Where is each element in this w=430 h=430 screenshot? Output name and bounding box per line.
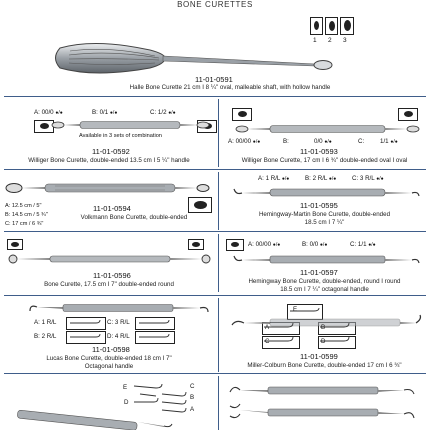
combination-note: Available in 3 sets of combination (79, 133, 162, 139)
option-a: A: 00/0 ●/● (34, 109, 63, 116)
section-divider (4, 169, 426, 170)
tip-letter-d: D (124, 399, 129, 406)
tip-letter-c: C (190, 383, 195, 390)
tip-letter-a: A (190, 406, 195, 413)
size-c: C: 17 cm / 6 ¾" (5, 221, 44, 227)
tip-detail-box (7, 239, 23, 250)
product-code: 11-01-0591 (195, 75, 233, 84)
product-caption: Williger Bone Curette, 17 cm I 6 ¾" double-ended oval I oval (241, 157, 408, 164)
column-divider (218, 99, 219, 167)
product-caption: Halle Bone Curette 21 cm I 8 ¼" oval, malleable shaft, with hollow handle (129, 84, 331, 91)
tip-letter-e: E (293, 306, 298, 313)
bone-curette-set-illustration (14, 380, 214, 430)
miller-colburn-curette-illustration (230, 305, 425, 355)
double-ended-curette-set-illustration (228, 380, 423, 430)
product-caption: Bone Curette, 17.5 cm I 7" double-ended round (44, 281, 174, 288)
hemingway-martin-curette-illustration (232, 185, 422, 199)
product-code: 11-01-0597 (300, 268, 338, 277)
option-b: B: 0/0 ●/● (302, 241, 328, 248)
product-caption-handle: Octagonal handle (84, 363, 134, 370)
product-caption-size: 18.5 cm I 7 ¼" (304, 219, 345, 226)
tip-size-1-box (310, 17, 323, 35)
column-divider (218, 234, 219, 292)
size-label-3: 3 (343, 37, 347, 44)
product-code: 11-01-0599 (300, 352, 338, 361)
product-code: 11-01-0593 (300, 147, 338, 156)
option-c: C: 1/1 ●/● (350, 241, 376, 248)
product-code: 11-01-0592 (92, 147, 130, 156)
product-caption-size: 18.5 cm I 7 ¼" octagonal handle (280, 286, 369, 293)
page-title: BONE CURETTES (177, 0, 253, 9)
bone-curette-round-illustration (8, 253, 213, 265)
size-label-1: 1 (313, 37, 317, 44)
option-a: A: 00/00 ●/● (228, 138, 261, 145)
option-a: A: 1 R/L (34, 319, 57, 326)
tip-letter-e: E (123, 384, 128, 391)
option-b: B: 2 R/L (34, 333, 57, 340)
option-b-label: B: (283, 138, 289, 145)
tip-size-2-box (325, 17, 338, 35)
tip-letter-a: A (265, 324, 270, 331)
product-caption: Hemingway Bone Curette, double-ended, round I round (248, 278, 401, 285)
size-label-2: 2 (328, 37, 332, 44)
tip-letter-d: D (321, 338, 326, 345)
product-caption: Volkmann Bone Curette, double-ended (80, 214, 188, 221)
tip-letter-b: B (321, 324, 326, 331)
hemingway-round-curette-illustration (232, 252, 422, 266)
option-c: C: 3 R/L (107, 319, 130, 326)
column-divider (218, 298, 219, 372)
product-code: 11-01-0598 (92, 345, 130, 354)
option-c-value: 1/1 ●/● (380, 138, 398, 145)
tip-detail-box (226, 239, 244, 251)
product-caption: Lucas Bone Curette, double-ended 18 cm I 7" (46, 355, 172, 362)
option-c-label: C: (358, 138, 365, 145)
tip-letter-b: B (190, 394, 195, 401)
option-b: B: 2 R/L ●/● (305, 175, 337, 182)
volkmann-curette-illustration (5, 181, 210, 195)
product-caption: Miller-Colburn Bone Curette, double-ended 17 cm I 6 ¾" (247, 362, 402, 369)
column-divider (218, 376, 219, 430)
product-caption: Williger Bone Curette, double-ended 13.5 cm I 5 ¼" handle (28, 157, 190, 164)
tip-detail-box (398, 108, 418, 121)
section-divider (4, 373, 426, 374)
product-code: 11-01-0596 (93, 271, 131, 280)
option-d: D: 4 R/L (107, 333, 130, 340)
tip-detail-box (188, 239, 204, 250)
section-divider (4, 295, 426, 296)
option-b: B: 0/1 ●/● (92, 109, 118, 116)
williger-17-curette-illustration (235, 122, 420, 136)
tip-detail-box (188, 197, 212, 213)
tip-size-3-box (340, 17, 354, 35)
product-code: 11-01-0595 (300, 201, 338, 210)
size-a: A: 12.5 cm / 5" (5, 203, 42, 209)
option-b-value: 0/0 ●/● (314, 138, 332, 145)
section-divider (4, 96, 426, 97)
product-code: 11-01-0594 (93, 204, 131, 213)
option-a: A: 00/00 ●/● (248, 241, 281, 248)
williger-curette-illustration (50, 118, 210, 132)
tip-detail-box (232, 108, 252, 121)
option-c: C: 3 R/L ●/● (352, 175, 384, 182)
option-c: C: 1/2 ●/● (150, 109, 176, 116)
tip-letter-c: C (265, 338, 270, 345)
lucas-curette-illustration (28, 301, 213, 315)
size-b: B: 14.5 cm / 5 ¾" (5, 212, 48, 218)
section-divider (4, 231, 426, 232)
option-a: A: 1 R/L ●/● (258, 175, 290, 182)
product-caption: Hemingway-Martin Bone Curette, double-ended (258, 211, 391, 218)
column-divider (218, 172, 219, 230)
